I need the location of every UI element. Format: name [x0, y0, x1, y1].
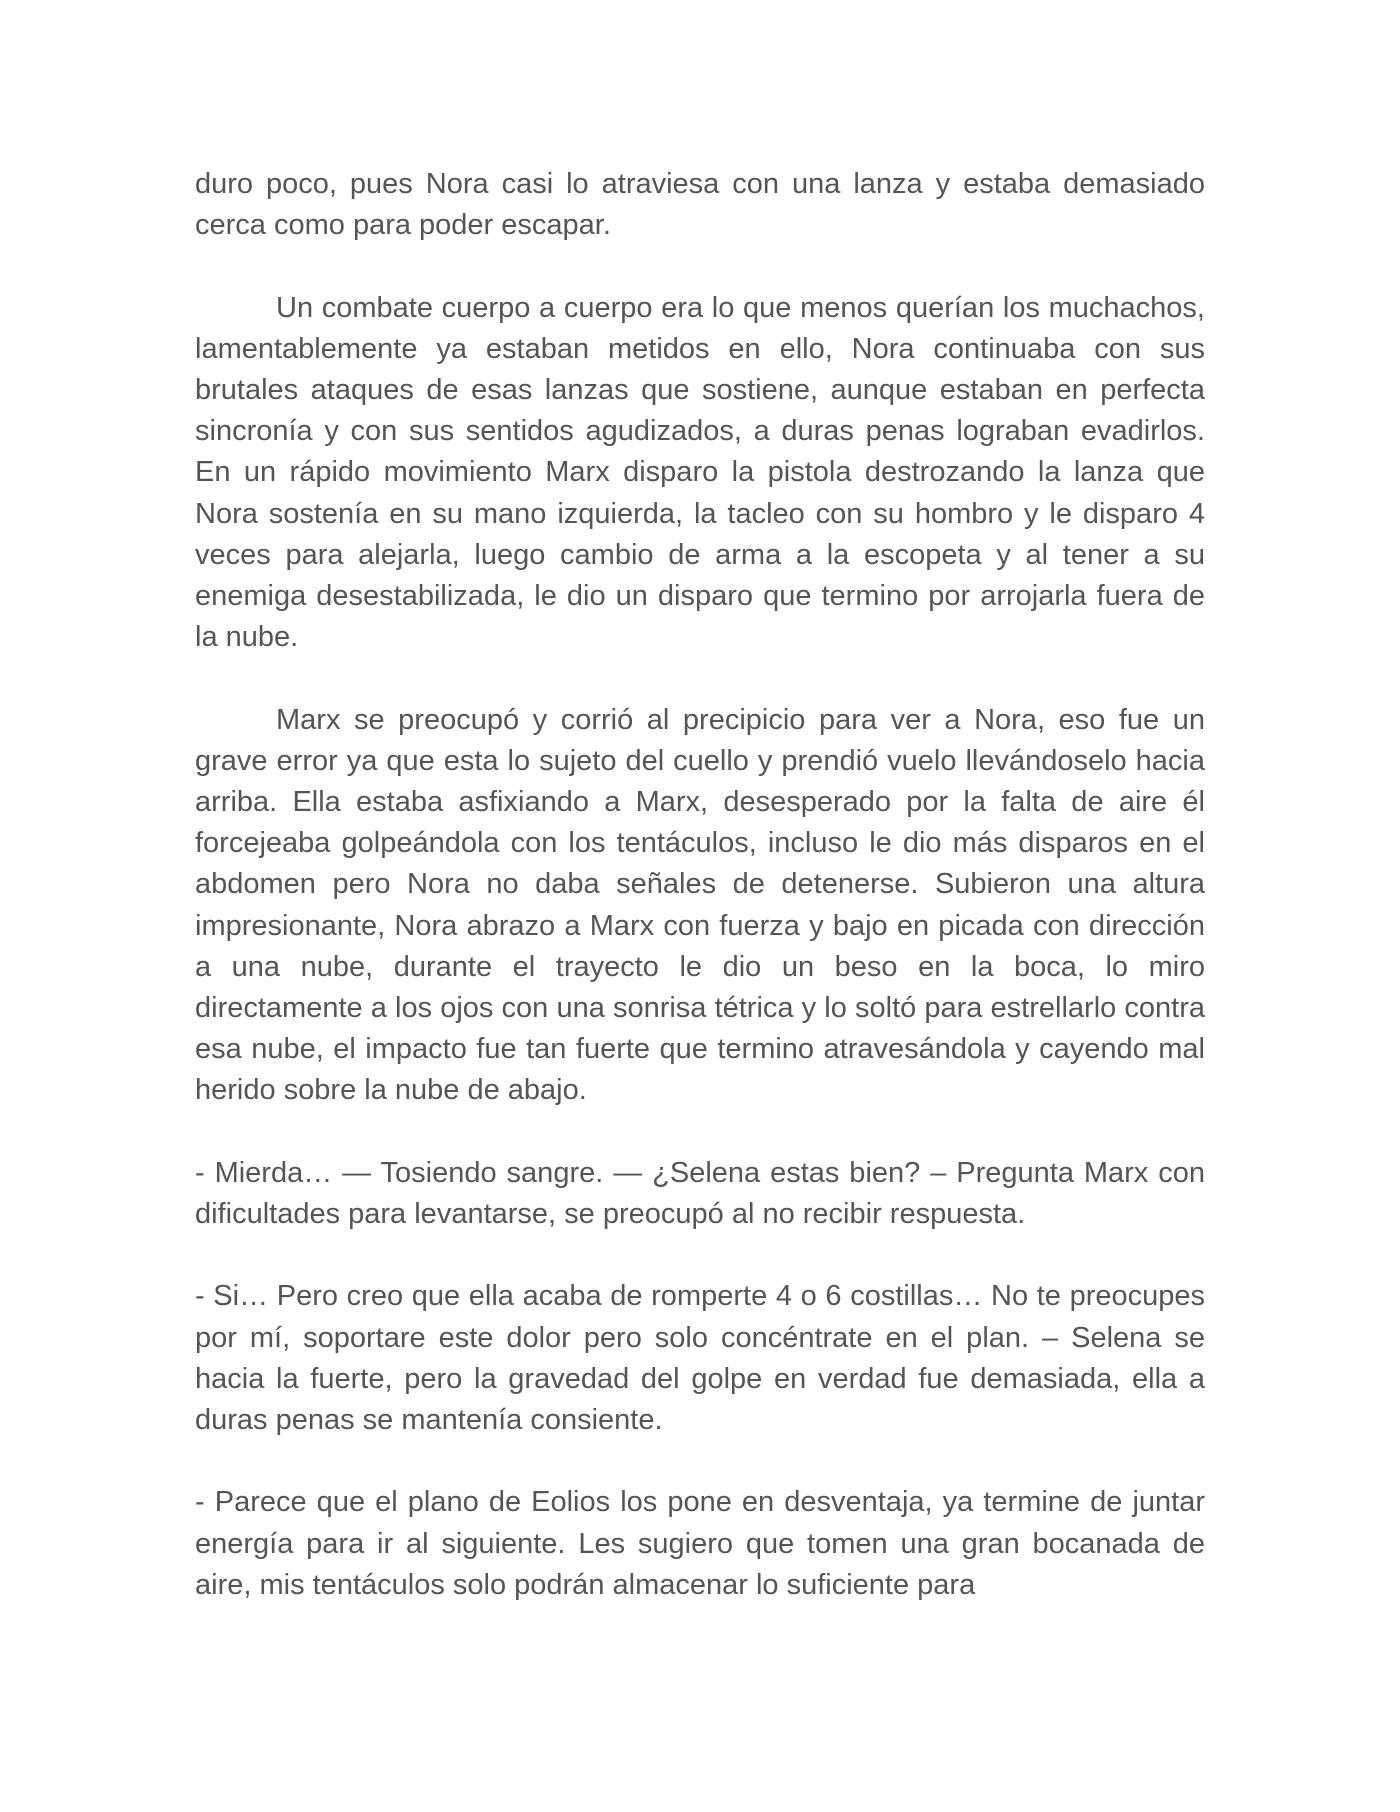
paragraph-1: duro poco, pues Nora casi lo atraviesa con una lanza y estaba demasiado cerca como para poder escapar.: [195, 168, 1205, 242]
paragraph-6-dialog: - Parece que el plano de Eolios los pone en desventaja, ya termine de juntar energía para ir al siguiente. Les sugiero que tomen una gran bocanada de aire, mis tentáculos solo podrán almacenar lo suficiente para: [195, 1486, 1205, 1601]
paragraph-4-dialog: - Mierda… — Tosiendo sangre. — ¿Selena estas bien? – Pregunta Marx con dificultades para levantarse, se preocupó al no recibir respuesta.: [195, 1156, 1205, 1231]
paragraph-5-dialog: - Si… Pero creo que ella acaba de romperte 4 o 6 costillas… No te preocupes por mí, soportare este dolor pero solo concéntrate en el plan. – Selena se hacia la fuerte, pero la gravedad del golpe en verdad fue demasiada, ella a duras penas se mantenía consiente.: [195, 1280, 1205, 1437]
paragraph-3: Marx se preocupó y corrió al precipicio para ver a Nora, eso fue un grave error ya que esta lo sujeto del cuello y prendió vuelo llevándoselo hacia arriba. Ella estaba asfixiando a Marx, desesperado por la falta de aire él forcejeaba golpeándola con los tentáculos, incluso le dio más disparos en el abdomen pero Nora no daba señales de detenerse. Subieron una altura impresionante, Nora abrazo a Marx con fuerza y bajo en picada con dirección a una nube, durante el trayecto le dio un beso en la boca, lo miro directamente a los ojos con una sonrisa tétrica y lo soltó para estrellarlo contra esa nube, el impacto fue tan fuerte que termino atravesándola y cayendo mal herido sobre la nube de abajo.: [195, 703, 1205, 1107]
paragraph-2: Un combate cuerpo a cuerpo era lo que menos querían los muchachos, lamentablemente ya estaban metidos en ello, Nora continuaba con sus brutales ataques de esas lanzas que sostiene, aunque estaban en perfecta sincronía y con sus sentidos agudizados, a duras penas lograban evadirlos. En un rápido movimiento Marx disparo la pistola destrozando la lanza que Nora sostenía en su mano izquierda, la tacleo con su hombro y le disparo 4 veces para alejarla, luego cambio de arma a la escopeta y al tener a su enemiga desestabilizada, le dio un disparo que termino por arrojarla fuera de la nube.: [195, 291, 1205, 654]
document-page: [195, 164, 1205, 1606]
